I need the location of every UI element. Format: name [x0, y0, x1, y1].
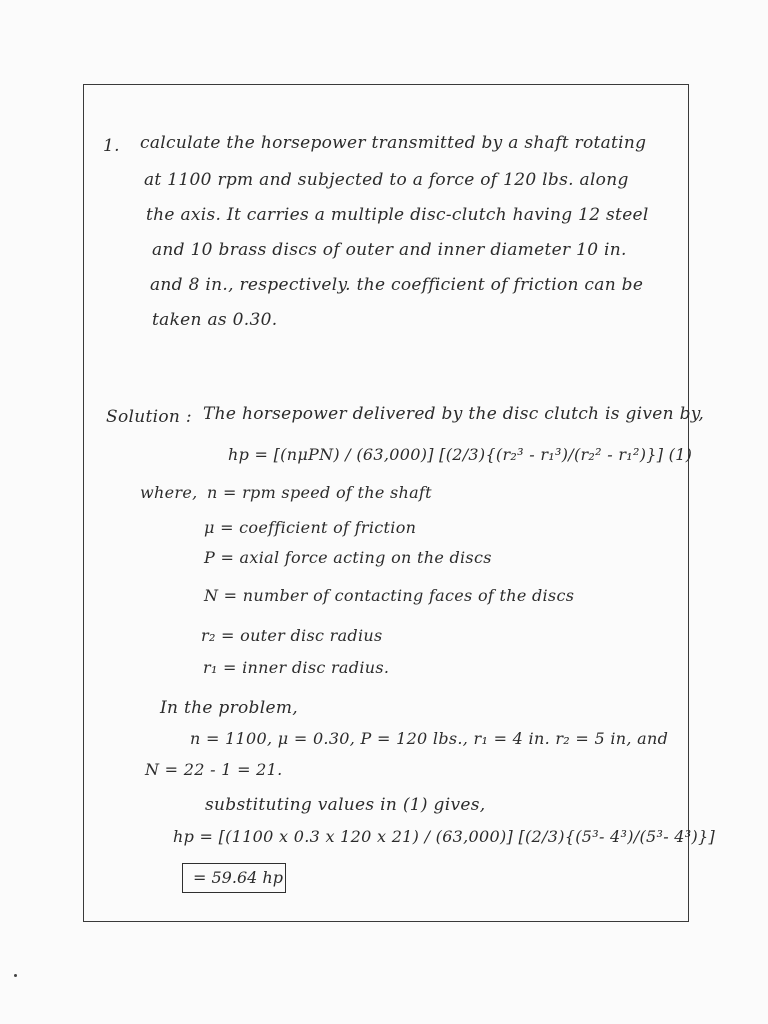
- question-line-4: and 10 brass discs of outer and inner diameter 10 in.: [152, 240, 627, 260]
- stray-mark: [14, 974, 17, 977]
- substituting-text: substituting values in (1) gives,: [205, 795, 486, 815]
- definition-r1: r₁ = inner disc radius.: [203, 658, 390, 677]
- solution-heading: Solution :: [106, 407, 192, 427]
- definition-p: P = axial force acting on the discs: [204, 548, 492, 567]
- definition-n-faces: N = number of contacting faces of the discs: [204, 586, 575, 605]
- answer-box: = 59.64 hp: [182, 863, 286, 893]
- question-line-1: calculate the horsepower transmitted by a shaft rotating: [140, 133, 647, 153]
- given-values-line-1: n = 1100, μ = 0.30, P = 120 lbs., r₁ = 4 in. r₂ = 5 in, and: [190, 729, 669, 748]
- horsepower-equation: hp = [(nμPN) / (63,000)] [(2/3){(r₂³ - r₁³)/(r₂² - r₁²)}] (1): [228, 445, 693, 464]
- question-line-2: at 1100 rpm and subjected to a force of 120 lbs. along: [144, 170, 629, 190]
- definition-r2: r₂ = outer disc radius: [201, 626, 383, 645]
- given-values-line-2: N = 22 - 1 = 21.: [145, 760, 283, 779]
- definition-n: n = rpm speed of the shaft: [207, 483, 432, 502]
- question-line-6: taken as 0.30.: [152, 310, 278, 330]
- question-line-3: the axis. It carries a multiple disc-clutch having 12 steel: [146, 205, 649, 225]
- problem-label: In the problem,: [160, 698, 298, 718]
- question-number: 1.: [103, 136, 120, 156]
- where-label: where,: [140, 483, 198, 502]
- question-line-5: and 8 in., respectively. the coefficient of friction can be: [150, 275, 644, 295]
- solution-intro: The horsepower delivered by the disc clutch is given by,: [203, 404, 705, 424]
- definition-mu: μ = coefficient of friction: [204, 518, 417, 537]
- substituted-equation: hp = [(1100 x 0.3 x 120 x 21) / (63,000)] [(2/3){(5³- 4³)/(5³- 4³)}]: [173, 827, 716, 846]
